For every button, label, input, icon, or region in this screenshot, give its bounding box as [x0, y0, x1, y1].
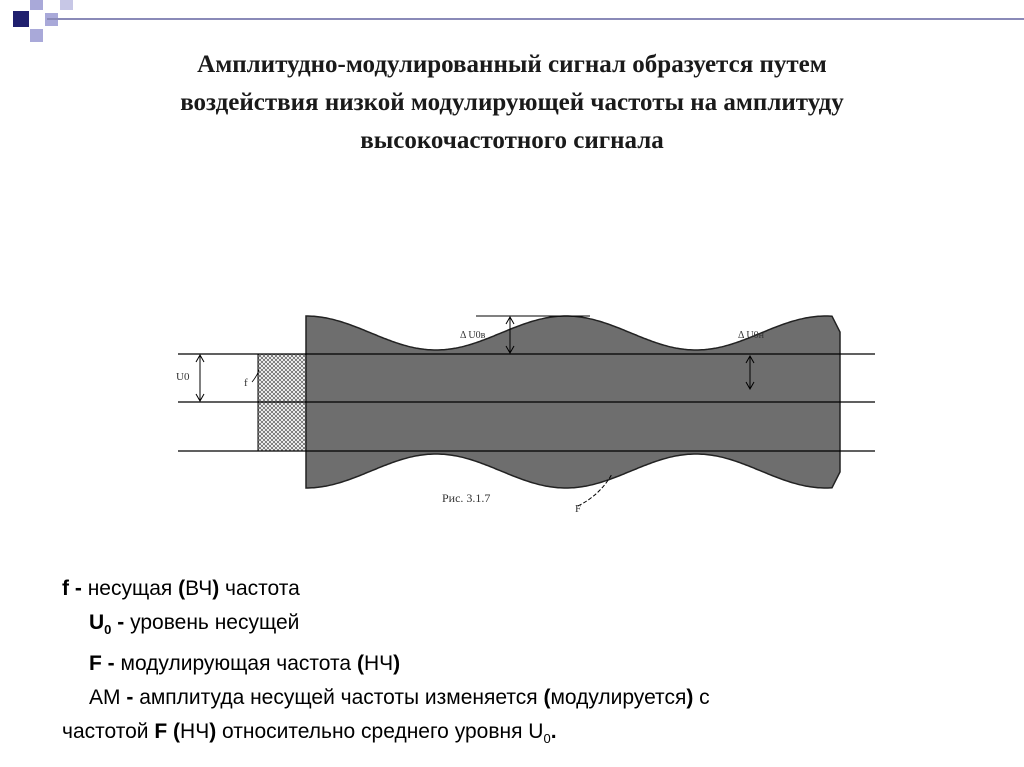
paren: ( [173, 720, 181, 744]
u-subscript: 0 [104, 622, 112, 638]
u-symbol: U [89, 611, 105, 634]
am-symbol: АМ [89, 686, 121, 710]
F-nch: НЧ [363, 652, 394, 676]
legend-line-F [62, 647, 962, 681]
legend-line-f [62, 572, 962, 606]
f-tail: частота [225, 577, 300, 600]
dash: - [126, 686, 134, 710]
am-desc3: относительно среднего уровня [222, 720, 523, 744]
title-line: Амплитудно-модулированный сигнал образуется путем [197, 51, 827, 78]
F-desc: модулирующая частота [120, 652, 352, 676]
am-nch: НЧ [180, 720, 210, 744]
legend [62, 572, 962, 756]
am-u: U [528, 720, 544, 744]
f-vch: ВЧ [185, 577, 213, 600]
dash: - [117, 611, 125, 634]
u-desc: уровень несущей [130, 611, 300, 634]
paren: ) [209, 720, 217, 744]
corner-square-dark [13, 11, 29, 27]
paren: ( [543, 686, 551, 710]
f-desc: несущая [87, 577, 173, 600]
legend-line-u0 [62, 606, 962, 647]
delta-u0n-label: Δ U0н [738, 330, 764, 341]
am-tail: с [699, 686, 710, 710]
paren: ( [356, 652, 364, 676]
am-F: F [154, 720, 168, 744]
legend-line-am-cont [62, 715, 962, 756]
F-symbol: F [89, 652, 102, 676]
corner-square-light [30, 29, 43, 42]
F-label: F [575, 503, 582, 515]
am-desc: амплитуда несущей частоты изменяется [139, 686, 538, 710]
corner-square-light [30, 0, 43, 10]
paren: ) [393, 652, 401, 676]
legend-line-am [62, 681, 962, 715]
slide-title [40, 46, 984, 160]
title-line: высокочастотного сигнала [360, 127, 664, 154]
am-end: . [550, 720, 557, 744]
u0-label: U0 [176, 371, 190, 383]
corner-square-light [60, 0, 73, 10]
paren: ) [686, 686, 694, 710]
title-line: воздействия низкой модулирующей частоты на амплитуду [180, 89, 844, 116]
paren: ) [212, 577, 220, 600]
am-signal-diagram [160, 300, 890, 530]
am-desc2: частотой [62, 720, 149, 744]
dash: - [74, 577, 82, 600]
delta-u0v-label: Δ U0в [460, 330, 486, 341]
am-mod: модулируется [550, 686, 687, 710]
dash: - [107, 652, 115, 676]
f-symbol: f [62, 577, 69, 600]
paren: ( [178, 577, 186, 600]
carrier-f-label: f [244, 377, 248, 389]
am-u-sub: 0 [543, 731, 551, 747]
figure-caption: Рис. 3.1.7 [442, 491, 491, 505]
